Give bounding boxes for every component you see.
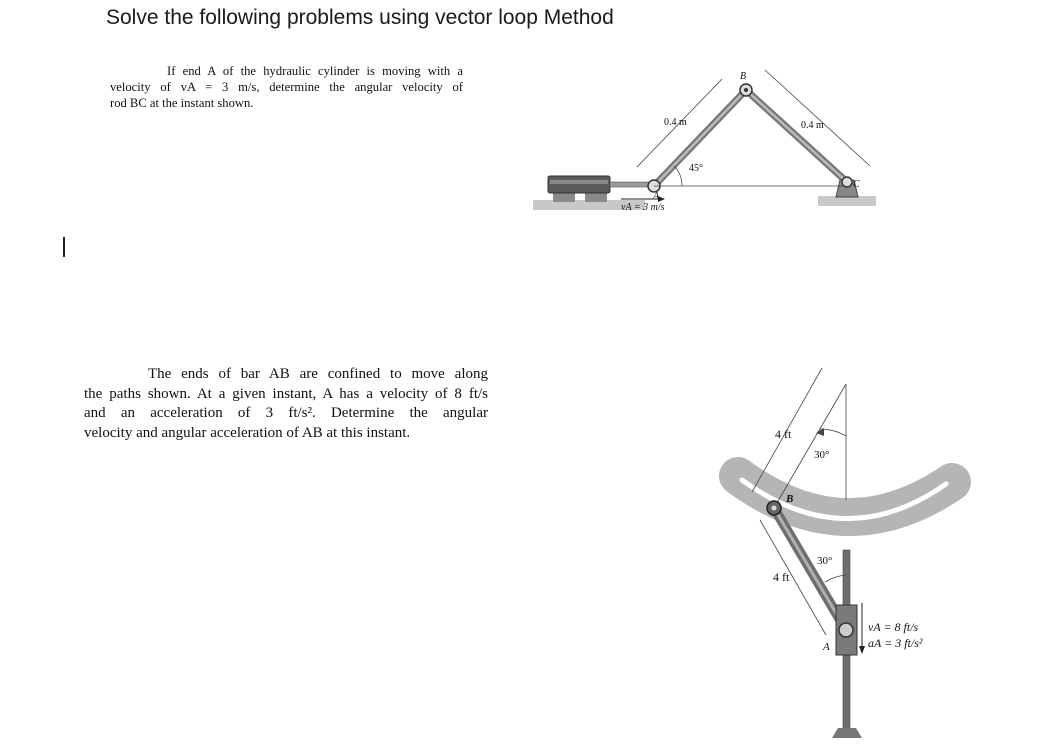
problem-2-line-3: and an acceleration of 3 ft/s². Determine the angular [84, 405, 488, 422]
problem-2-line-4: velocity and angular acceleration of AB at this instant. [84, 424, 411, 441]
radius-line [774, 384, 846, 508]
velocity-label-2: vA = 8 ft/s [868, 620, 919, 634]
label-a: A [653, 191, 660, 202]
angle-top-label: 30° [814, 449, 830, 461]
dimension-radius-label: 4 ft [775, 427, 792, 441]
acceleration-label: aA = 3 ft/s² [868, 636, 923, 650]
dimension-bc-label: 0.4 m [801, 120, 824, 131]
velocity-label: vA = 3 m/s [621, 202, 665, 213]
label-b2: B [786, 493, 794, 505]
problem-1-line-1: If end A of the hydraulic cylinder is moving with a [167, 64, 463, 78]
dimension-bar-label: 4 ft [773, 570, 790, 584]
problem-1-line-2: velocity of vA = 3 m/s, determine the angular velocity of [110, 80, 463, 95]
problem-1-line-3: rod BC at the instant shown. [110, 96, 254, 111]
angle-label: 45° [689, 163, 703, 174]
problem-2-line-2: the paths shown. At a given instant, A has a velocity of 8 ft/s [84, 385, 488, 402]
guide-base [832, 728, 862, 738]
angle-bottom-label: 30° [817, 555, 833, 567]
page-heading: Solve the following problems using vector loop Method [106, 6, 614, 29]
label-a2: A [823, 641, 830, 653]
label-b: B [740, 71, 747, 82]
dimension-ab-label: 0.4 m [664, 117, 687, 128]
pin-a2 [839, 623, 853, 637]
problem-2-line-1: The ends of bar AB are confined to move along [148, 366, 488, 382]
label-c: C [853, 179, 860, 190]
